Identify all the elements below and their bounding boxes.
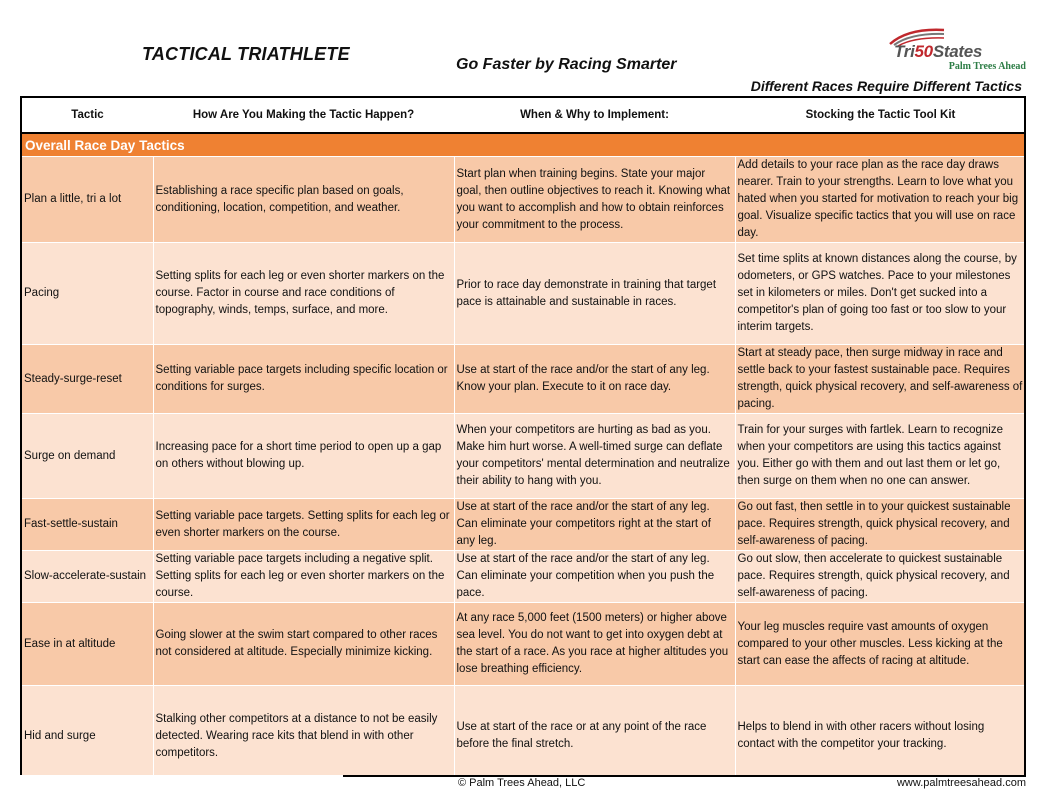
table-row: [22, 345, 1026, 414]
toolkit-cell: Train for your surges with fartlek. Learn to recognize when your competitors are using this tactics against you. Either go with them and out last them or let go, then surge on them when no one can answer.: [735, 414, 1026, 499]
document-title: TACTICAL TRIATHLETE: [142, 44, 350, 64]
table-row: [22, 243, 1026, 345]
toolkit-cell: Your leg muscles require vast amounts of oxygen compared to your other muscles. Less kicking at the start can ease the affects of racing at altitude.: [735, 603, 1026, 686]
tactic-cell: Steady-surge-reset: [22, 345, 153, 414]
document-subtitle: Go Faster by Racing Smarter: [456, 56, 677, 73]
table-row: [22, 551, 1026, 603]
tactic-cell: Surge on demand: [22, 414, 153, 499]
how-cell: Setting variable pace targets including a negative split. Setting splits for each leg or even shorter markers on the course.: [153, 551, 454, 603]
when-cell: Prior to race day demonstrate in training that target pace is attainable and sustainable in races.: [454, 243, 735, 345]
when-cell: Use at start of the race and/or the start of any leg. Can eliminate your competition when you push the pace.: [454, 551, 735, 603]
how-cell: Establishing a race specific plan based on goals, conditioning, location, competition, and weather.: [153, 157, 454, 243]
how-cell: Setting variable pace targets including specific location or conditions for surges.: [153, 345, 454, 414]
column-header-toolkit: Stocking the Tactic Tool Kit: [735, 98, 1026, 133]
toolkit-cell: Go out fast, then settle in to your quickest sustainable pace. Requires strength, quick physical recovery, and self-awareness of pacing.: [735, 499, 1026, 551]
toolkit-cell: Start at steady pace, then surge midway in race and settle back to your fastest sustainable pace. Requires strength, quick physical recovery, and self-awareness of pacing.: [735, 345, 1026, 414]
section-row: [22, 133, 1026, 157]
toolkit-cell: Set time splits at known distances along the course, by odometers, or GPS watches. Pace to your milestones set in kilometers or miles. Don't get sucked into a competitor's plan of going too fast or too slow to your interim targets.: [735, 243, 1026, 345]
logo-wordmark: Tri50States: [894, 42, 983, 61]
when-cell: At any race 5,000 feet (1500 meters) or higher above sea level. You do not want to get into oxygen debt at the start of a race. As you race at higher altitudes you lose breathing efficiency.: [454, 603, 735, 686]
tactics-table-frame: [20, 96, 1026, 775]
when-cell: Use at start of the race and/or the start of any leg. Can eliminate your competitors right at the start of any leg.: [454, 499, 735, 551]
tactic-cell: Pacing: [22, 243, 153, 345]
footer-website: www.palmtreesahead.com: [896, 777, 1026, 789]
column-header-tactic: Tactic: [22, 98, 153, 133]
when-cell: Start plan when training begins. State your major goal, then outline objectives to reach it. Knowing what you want to accomplish and how to obtain reinforces your commitment to the process.: [454, 157, 735, 243]
how-cell: Setting variable pace targets. Setting splits for each leg or even shorter markers on the course.: [153, 499, 454, 551]
tri50states-logo: [886, 26, 1026, 76]
tactics-table: [22, 98, 1026, 775]
table-row: [22, 157, 1026, 243]
tactic-cell: Plan a little, tri a lot: [22, 157, 153, 243]
how-cell: Going slower at the swim start compared to other races not considered at altitude. Especially minimize kicking.: [153, 603, 454, 686]
table-row: [22, 686, 1026, 776]
how-cell: Stalking other competitors at a distance to not be easily detected. Wearing race kits that blend in with other competitors.: [153, 686, 454, 776]
toolkit-cell: Add details to your race plan as the race day draws nearer. Train to your strengths. Learn to love what you hated when you started for motivation to reach your big goal. Visualize specific tactics that you will use on race day.: [735, 157, 1026, 243]
logo-subtext: Palm Trees Ahead: [948, 61, 1026, 72]
column-header-how: How Are You Making the Tactic Happen?: [153, 98, 454, 133]
table-row: [22, 499, 1026, 551]
column-header-when: When & Why to Implement:: [454, 98, 735, 133]
when-cell: When your competitors are hurting as bad as you. Make him hurt worse. A well-timed surge can deflate your competitors' mental determination and neutralize their ability to hang with you.: [454, 414, 735, 499]
when-cell: Use at start of the race or at any point of the race before the final stretch.: [454, 686, 735, 776]
table-row: [22, 414, 1026, 499]
tagline: Different Races Require Different Tactics: [750, 78, 1022, 94]
how-cell: Setting splits for each leg or even shorter markers on the course. Factor in course and race conditions of topography, winds, temps, surface, and more.: [153, 243, 454, 345]
toolkit-cell: Helps to blend in with other racers without losing contact with the competitor your tracking.: [735, 686, 1026, 776]
when-cell: Use at start of the race and/or the start of any leg. Know your plan. Execute to it on race day.: [454, 345, 735, 414]
footer-copyright: © Palm Trees Ahead, LLC: [458, 777, 586, 789]
tactic-cell: Hid and surge: [22, 686, 153, 776]
table-row: [22, 603, 1026, 686]
section-title: Overall Race Day Tactics: [22, 133, 1026, 157]
table-header-row: [22, 98, 1026, 133]
tactic-cell: Fast-settle-sustain: [22, 499, 153, 551]
tactic-cell: Ease in at altitude: [22, 603, 153, 686]
tactic-cell: Slow-accelerate-sustain: [22, 551, 153, 603]
how-cell: Increasing pace for a short time period to open up a gap on others without blowing up.: [153, 414, 454, 499]
toolkit-cell: Go out slow, then accelerate to quickest sustainable pace. Requires strength, quick physical recovery, and self-awareness of pacing.: [735, 551, 1026, 603]
